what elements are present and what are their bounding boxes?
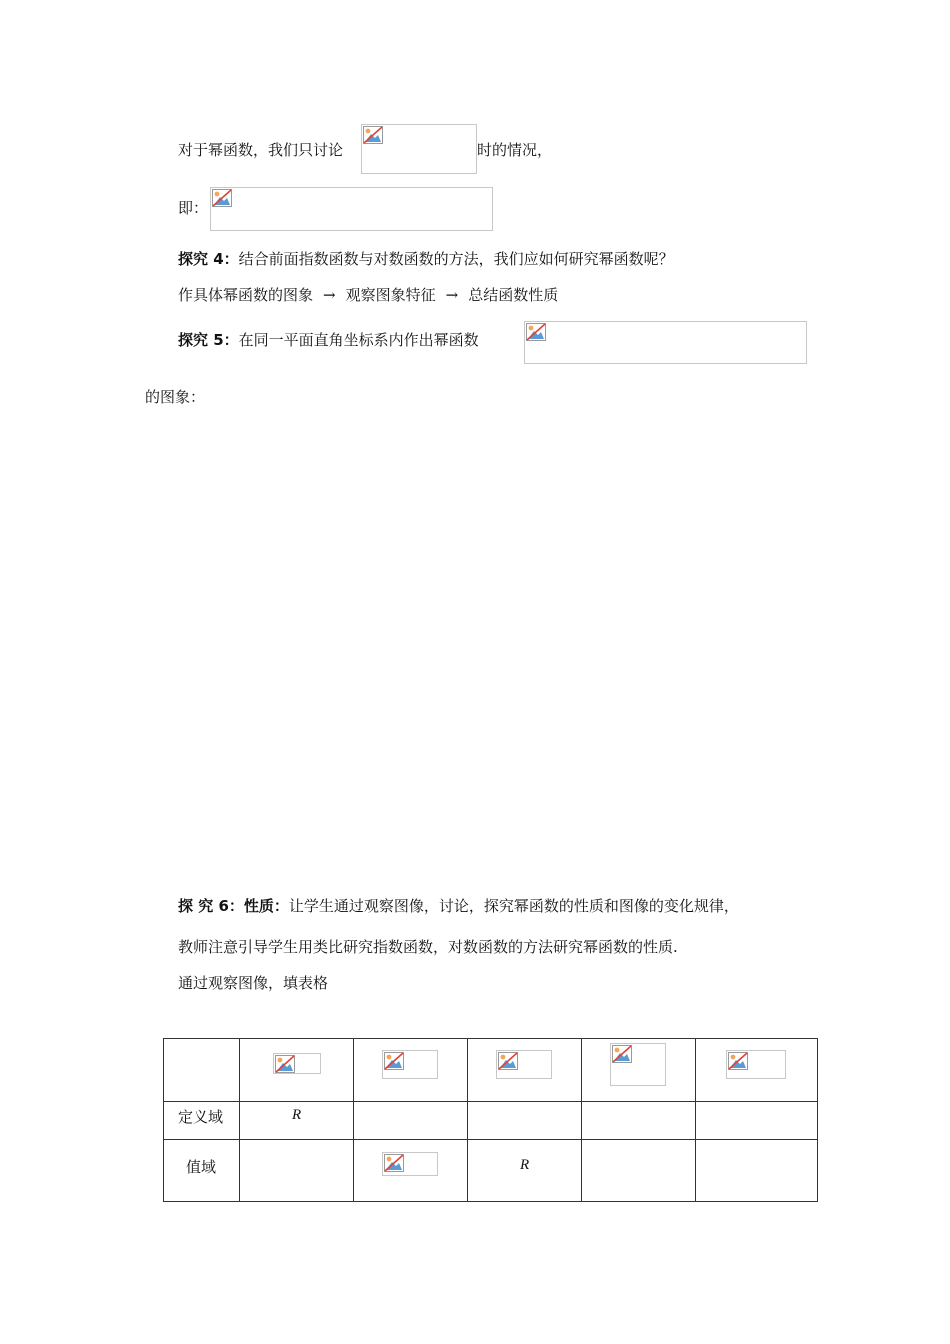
formula-image-3 xyxy=(524,321,807,364)
explore6-line xyxy=(178,896,739,916)
table-cell-range-3 xyxy=(468,1140,582,1202)
table-cell-domain-2 xyxy=(354,1102,468,1140)
explore5-line xyxy=(178,330,479,350)
para1-before-text: 对于幂函数，我们只讨论 xyxy=(178,141,344,159)
table-header-cell-2 xyxy=(354,1039,468,1102)
explore5-text: 在同一平面直角坐标系内作出幂函数 xyxy=(238,331,479,349)
table-cell-range-2 xyxy=(354,1140,468,1202)
flow-step3: 总结函数性质 xyxy=(468,286,559,304)
flow-step1: 作具体幂函数的图象 xyxy=(178,286,314,304)
para1-after-text: 时的情况， xyxy=(477,141,553,159)
broken-image-icon xyxy=(384,1052,404,1070)
explore4-text: 结合前面指数函数与对数函数的方法，我们应如何研究幂函数呢？ xyxy=(238,250,674,268)
flow-step2: 观察图象特征 xyxy=(345,286,436,304)
explore4-title: 探究 4： xyxy=(178,250,239,268)
domain-value-1: R xyxy=(292,1107,302,1123)
explore4-line xyxy=(178,249,674,269)
formula-image-r2 xyxy=(382,1152,438,1176)
arrow-right-icon: → xyxy=(445,286,459,304)
table-row-domain xyxy=(164,1102,818,1140)
explore6-text: 让学生通过观察图像，讨论，探究幂函数的性质和图像的变化规律， xyxy=(288,897,739,915)
properties-table xyxy=(163,1038,818,1202)
table-header-cell-5 xyxy=(696,1039,818,1102)
table-header-cell-1 xyxy=(240,1039,354,1102)
formula-image-2 xyxy=(210,187,493,231)
table-cell-range-1 xyxy=(240,1140,354,1202)
broken-image-icon xyxy=(728,1052,748,1070)
range-label: 值域 xyxy=(186,1158,217,1176)
table-cell-domain-3 xyxy=(468,1102,582,1140)
table-cell-domain-5 xyxy=(696,1102,818,1140)
table-header-cell-4 xyxy=(582,1039,696,1102)
broken-image-icon xyxy=(275,1055,295,1073)
flow-line xyxy=(178,285,558,305)
table-row-label-domain xyxy=(164,1102,240,1140)
arrow-right-icon: → xyxy=(323,286,336,304)
domain-label: 定义域 xyxy=(178,1108,224,1126)
broken-image-icon xyxy=(212,189,232,207)
explore6-line2: 教师注意引导学生用类比研究指数函数，对数函数的方法研究幂函数的性质. xyxy=(178,938,678,956)
table-cell-range-5 xyxy=(696,1140,818,1202)
para1-line xyxy=(178,140,343,160)
explore5-title: 探究 5： xyxy=(178,331,239,349)
broken-image-icon xyxy=(384,1154,404,1172)
table-cell-domain-1 xyxy=(240,1102,354,1140)
explore5-continuation: 的图象： xyxy=(145,388,206,406)
table-header-row xyxy=(164,1039,818,1102)
formula-image-h3 xyxy=(496,1050,552,1079)
formula-image-h5 xyxy=(726,1050,786,1079)
broken-image-icon xyxy=(498,1052,518,1070)
formula-image-h2 xyxy=(382,1050,438,1079)
table-row-range xyxy=(164,1140,818,1202)
broken-image-icon xyxy=(612,1045,632,1063)
table-header-cell-3 xyxy=(468,1039,582,1102)
formula-image-h1 xyxy=(273,1053,321,1074)
table-corner-cell xyxy=(164,1039,240,1102)
table-cell-range-4 xyxy=(582,1140,696,1202)
para2-label: 即： xyxy=(178,199,209,217)
broken-image-icon xyxy=(526,323,546,341)
explore6-line3: 通过观察图像，填表格 xyxy=(178,974,329,992)
table-cell-domain-4 xyxy=(582,1102,696,1140)
formula-image-1 xyxy=(361,124,477,174)
broken-image-icon xyxy=(363,126,383,144)
explore6-title: 探 究 6：性质： xyxy=(178,897,289,915)
range-value-3: R xyxy=(520,1157,530,1173)
table-row-label-range xyxy=(164,1140,240,1202)
formula-image-h4 xyxy=(610,1043,666,1086)
